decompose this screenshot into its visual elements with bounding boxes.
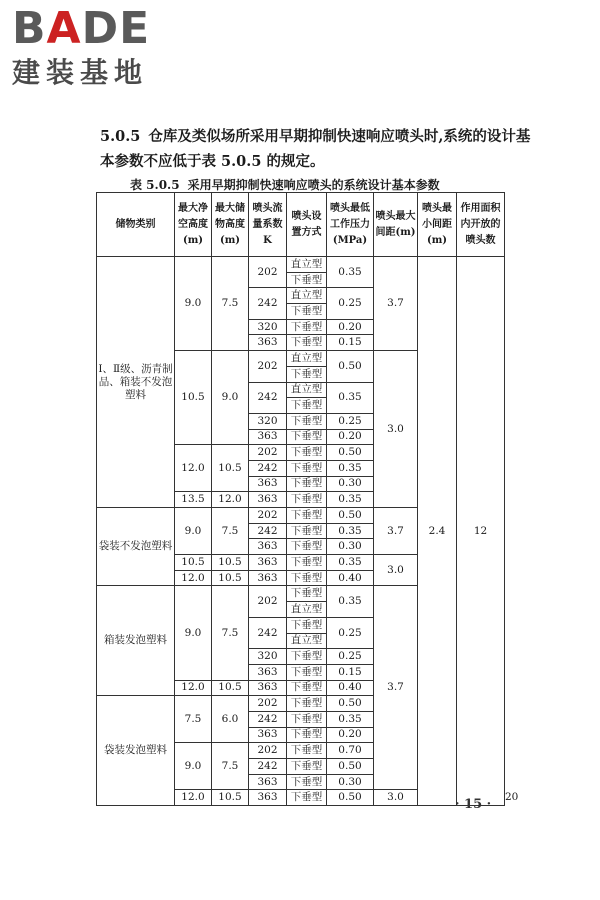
pressure-cell: 0.25 [327, 288, 374, 319]
setting-cell: 下垂型 [287, 429, 327, 445]
setting-cell: 下垂型 [287, 570, 327, 586]
pressure-cell: 0.50 [327, 790, 374, 806]
clear-height-cell: 9.0 [175, 257, 212, 351]
setting-cell: 下垂型 [287, 711, 327, 727]
clause-number: 5.0.5 [100, 128, 141, 145]
storage-height-cell: 6.0 [212, 696, 249, 743]
storage-height-cell: 7.5 [212, 508, 249, 555]
setting-cell: 下垂型 [287, 696, 327, 712]
header-cell: 喷头最小间距(m) [418, 193, 457, 257]
setting-cell: 下垂型 [287, 319, 327, 335]
k-factor-cell: 363 [249, 429, 287, 445]
table-header-row [97, 193, 505, 257]
k-factor-cell: 242 [249, 711, 287, 727]
setting-cell: 下垂型 [287, 366, 327, 382]
pressure-cell: 0.35 [327, 492, 374, 508]
category-cell: Ⅰ、Ⅱ级、沥青制品、箱装不发泡塑料 [97, 257, 175, 508]
clear-height-cell: 12.0 [175, 680, 212, 696]
setting-cell: 下垂型 [287, 445, 327, 461]
setting-cell: 下垂型 [287, 649, 327, 665]
pressure-cell: 0.70 [327, 743, 374, 759]
setting-cell: 直立型 [287, 633, 327, 649]
pressure-cell: 0.35 [327, 586, 374, 617]
storage-height-cell: 7.5 [212, 257, 249, 351]
page-number: · 15 · [455, 797, 492, 812]
setting-cell: 直立型 [287, 257, 327, 273]
pressure-cell: 0.50 [327, 759, 374, 775]
clear-height-cell: 9.0 [175, 508, 212, 555]
category-cell: 袋装发泡塑料 [97, 696, 175, 806]
pressure-cell: 0.20 [327, 429, 374, 445]
pressure-cell: 0.30 [327, 476, 374, 492]
k-factor-cell: 363 [249, 539, 287, 555]
k-factor-cell: 320 [249, 413, 287, 429]
k-factor-cell: 202 [249, 743, 287, 759]
max-spacing-cell: 3.7 [374, 257, 418, 351]
k-factor-cell: 363 [249, 774, 287, 790]
max-spacing-cell: 3.0 [374, 555, 418, 586]
clear-height-cell: 12.0 [175, 570, 212, 586]
pressure-cell: 0.50 [327, 351, 374, 382]
setting-cell: 下垂型 [287, 586, 327, 602]
pressure-cell: 0.25 [327, 413, 374, 429]
logo-wordmark: BADE [12, 3, 151, 54]
max-spacing-cell: 3.0 [374, 351, 418, 508]
k-factor-cell: 242 [249, 288, 287, 319]
pressure-cell: 0.35 [327, 523, 374, 539]
category-cell: 箱装发泡塑料 [97, 586, 175, 696]
k-factor-cell: 320 [249, 319, 287, 335]
k-factor-cell: 202 [249, 508, 287, 524]
storage-height-cell: 10.5 [212, 555, 249, 571]
header-cell: 储物类别 [97, 193, 175, 257]
setting-cell: 下垂型 [287, 774, 327, 790]
storage-height-cell: 10.5 [212, 790, 249, 806]
k-factor-cell: 363 [249, 335, 287, 351]
pressure-cell: 0.30 [327, 774, 374, 790]
header-cell: 作用面积内开放的喷头数 [457, 193, 505, 257]
k-factor-cell: 363 [249, 476, 287, 492]
header-cell: 喷头最低工作压力(MPa) [327, 193, 374, 257]
storage-height-cell: 7.5 [212, 743, 249, 790]
table-caption-text: 采用早期抑制快速响应喷头的系统设计基本参数 [187, 178, 440, 192]
table-caption [130, 176, 440, 193]
storage-height-cell: 10.5 [212, 680, 249, 696]
setting-cell: 下垂型 [287, 539, 327, 555]
k-factor-cell: 202 [249, 696, 287, 712]
k-factor-cell: 363 [249, 664, 287, 680]
logo-subtitle: 建装基地 [12, 56, 149, 89]
min-spacing-cell: 2.4 [418, 257, 457, 806]
pressure-cell: 0.35 [327, 711, 374, 727]
design-parameter-table [96, 192, 519, 806]
setting-cell: 直立型 [287, 351, 327, 367]
logo-accent-letter: A [46, 3, 82, 54]
pressure-cell: 0.15 [327, 664, 374, 680]
max-spacing-cell: 3.0 [374, 790, 418, 806]
clear-height-cell: 12.0 [175, 445, 212, 492]
setting-cell: 下垂型 [287, 555, 327, 571]
k-factor-cell: 363 [249, 727, 287, 743]
setting-cell: 直立型 [287, 288, 327, 304]
table-row [97, 257, 505, 273]
storage-height-cell: 12.0 [212, 492, 249, 508]
setting-cell: 下垂型 [287, 508, 327, 524]
pressure-cell: 0.40 [327, 680, 374, 696]
setting-cell: 下垂型 [287, 664, 327, 680]
pressure-cell: 0.50 [327, 696, 374, 712]
pressure-cell: 0.50 [327, 508, 374, 524]
header-cell: 最大储物高度(m) [212, 193, 249, 257]
category-cell: 袋装不发泡塑料 [97, 508, 175, 586]
storage-height-cell: 9.0 [212, 351, 249, 445]
k-factor-cell: 363 [249, 790, 287, 806]
storage-height-cell: 7.5 [212, 586, 249, 680]
pressure-cell: 0.35 [327, 382, 374, 413]
clear-height-cell: 9.0 [175, 586, 212, 680]
clear-height-cell: 10.5 [175, 555, 212, 571]
setting-cell: 直立型 [287, 602, 327, 618]
setting-cell: 下垂型 [287, 460, 327, 476]
k-factor-cell: 242 [249, 617, 287, 648]
sprinkler-count-cell: 12 [457, 257, 505, 806]
pressure-cell: 0.15 [327, 335, 374, 351]
storage-height-cell: 10.5 [212, 570, 249, 586]
k-factor-cell: 202 [249, 257, 287, 288]
max-spacing-cell: 3.7 [374, 586, 418, 790]
setting-cell: 下垂型 [287, 335, 327, 351]
clear-height-cell: 13.5 [175, 492, 212, 508]
setting-cell: 下垂型 [287, 743, 327, 759]
clear-height-cell: 7.5 [175, 696, 212, 743]
k-factor-cell: 202 [249, 586, 287, 617]
setting-cell: 下垂型 [287, 272, 327, 288]
max-spacing-cell: 3.7 [374, 508, 418, 555]
pressure-cell: 0.25 [327, 649, 374, 665]
pressure-cell: 0.30 [327, 539, 374, 555]
k-factor-cell: 320 [249, 649, 287, 665]
pressure-cell: 0.35 [327, 257, 374, 288]
header-cell: 最大净空高度(m) [175, 193, 212, 257]
pressure-cell: 0.40 [327, 570, 374, 586]
setting-cell: 下垂型 [287, 680, 327, 696]
pressure-cell: 0.35 [327, 460, 374, 476]
table-row: 12.0 10.5 363 下垂型 0.50 3.0 20 [97, 790, 505, 806]
pressure-cell: 0.35 [327, 555, 374, 571]
k-factor-cell: 363 [249, 492, 287, 508]
setting-cell: 下垂型 [287, 476, 327, 492]
clause-text: 仓库及类似场所采用早期抑制快速响应喷头时,系统的设计基本参数不应低于表 5.0.5 的规定。 [100, 128, 531, 170]
setting-cell: 下垂型 [287, 492, 327, 508]
k-factor-cell: 242 [249, 382, 287, 413]
pressure-cell: 0.50 [327, 445, 374, 461]
setting-cell: 下垂型 [287, 759, 327, 775]
k-factor-cell: 242 [249, 759, 287, 775]
k-factor-cell: 363 [249, 680, 287, 696]
clear-height-cell: 12.0 [175, 790, 212, 806]
k-factor-cell: 363 [249, 555, 287, 571]
setting-cell: 下垂型 [287, 523, 327, 539]
k-factor-cell: 202 [249, 351, 287, 382]
header-cell: 喷头最大间距(m) [374, 193, 418, 257]
pressure-cell: 0.25 [327, 617, 374, 648]
setting-cell: 下垂型 [287, 398, 327, 414]
k-factor-cell: 242 [249, 460, 287, 476]
storage-height-cell: 10.5 [212, 445, 249, 492]
setting-cell: 下垂型 [287, 413, 327, 429]
k-factor-cell: 363 [249, 570, 287, 586]
table-caption-number: 表 5.0.5 [130, 178, 180, 192]
clear-height-cell: 9.0 [175, 743, 212, 790]
k-factor-cell: 202 [249, 445, 287, 461]
clause-paragraph [100, 124, 540, 174]
pressure-cell: 0.20 [327, 319, 374, 335]
setting-cell: 下垂型 [287, 727, 327, 743]
header-cell: 喷头流量系数K [249, 193, 287, 257]
header-cell: 喷头设置方式 [287, 193, 327, 257]
setting-cell: 下垂型 [287, 304, 327, 320]
pressure-cell: 0.20 [327, 727, 374, 743]
setting-cell: 直立型 [287, 382, 327, 398]
setting-cell: 下垂型 [287, 617, 327, 633]
k-factor-cell: 242 [249, 523, 287, 539]
setting-cell: 下垂型 [287, 790, 327, 806]
clear-height-cell: 10.5 [175, 351, 212, 445]
brand-logo [12, 3, 151, 90]
